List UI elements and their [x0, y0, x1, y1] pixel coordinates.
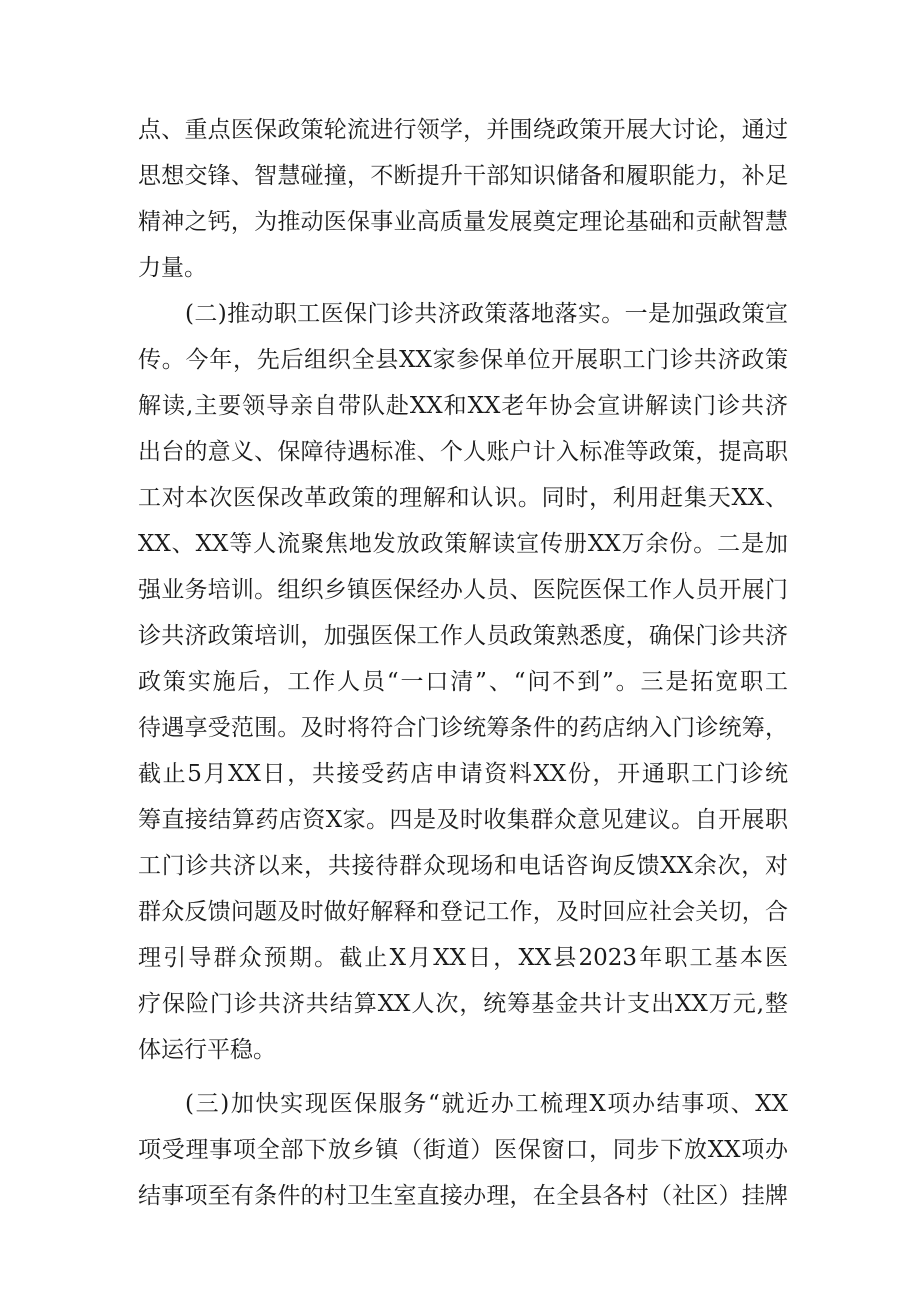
paragraph-line: (三)加快实现医保服务“就近办工梳理X项办结事项、XX [185, 1091, 788, 1117]
paragraph-line: 精神之钙，为推动医保事业高质量发展奠定理论基础和贡献智慧 [138, 209, 788, 235]
paragraph-line: 思想交锋、智慧碰撞，不断提升干部知识储备和履职能力，补足 [138, 163, 788, 189]
paragraph-line: 理引导群众预期。截止X月XX日，XX县2023年职工基本医 [138, 945, 788, 971]
paragraph-line: 传。今年，先后组织全县XX家参保单位开展职工门诊共济政策 [138, 347, 788, 373]
paragraph-line: 项受理事项全部下放乡镇（街道）医保窗口，同步下放XX项办 [138, 1137, 788, 1163]
paragraph-line: 疗保险门诊共济共结算XX人次，统筹基金共计支出XX万元,整 [138, 991, 788, 1017]
paragraph-line: 体运行平稳。 [138, 1037, 276, 1063]
paragraph-line: 工对本次医保改革政策的理解和认识。同时，利用赶集天XX、 [138, 485, 788, 511]
paragraph-line: 工门诊共济以来，共接待群众现场和电话咨询反馈XX余次，对 [138, 853, 788, 879]
paragraph-line: 政策实施后，工作人员“一口清”、“问不到”。三是拓宽职工 [138, 669, 788, 695]
paragraph-line: (二)推动职工医保门诊共济政策落地落实。一是加强政策宣 [185, 301, 788, 327]
paragraph-line: 力量。 [138, 255, 207, 281]
paragraph-line: 点、重点医保政策轮流进行领学，并围绕政策开展大讨论，通过 [138, 117, 788, 143]
paragraph-line: 解读,主要领导亲自带队赴XX和XX老年协会宣讲解读门诊共济 [138, 393, 788, 419]
paragraph-line: 待遇享受范围。及时将符合门诊统筹条件的药店纳入门诊统筹， [138, 715, 788, 741]
paragraph-line: 筹直接结算药店资X家。四是及时收集群众意见建议。自开展职 [138, 807, 788, 833]
paragraph-line: 诊共济政策培训，加强医保工作人员政策熟悉度，确保门诊共济 [138, 623, 788, 649]
paragraph-line: 截止5月XX日，共接受药店申请资料XX份，开通职工门诊统 [138, 761, 788, 787]
paragraph-line: 结事项至有条件的村卫生室直接办理，在全县各村（社区）挂牌 [138, 1183, 788, 1209]
paragraph-line: XX、XX等人流聚焦地发放政策解读宣传册XX万余份。二是加 [138, 531, 788, 557]
paragraph-line: 群众反馈问题及时做好解释和登记工作，及时回应社会关切，合 [138, 899, 788, 925]
paragraph-line: 出台的意义、保障待遇标准、个人账户计入标准等政策，提高职 [138, 439, 788, 465]
paragraph-line: 强业务培训。组织乡镇医保经办人员、医院医保工作人员开展门 [138, 577, 788, 603]
